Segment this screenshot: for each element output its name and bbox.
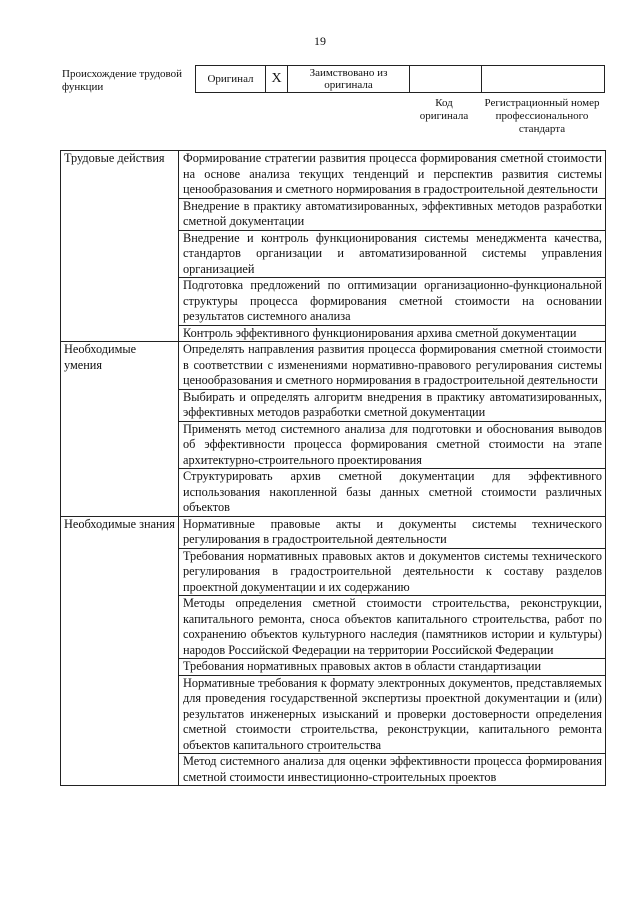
required-skills-item: Применять метод системного анализа для подготовки и обоснования выводов об эффективности процесса формирования сметной стоимости на этапе архитектурно-строительного проектирования: [179, 421, 606, 469]
page-number: 19: [314, 34, 326, 48]
required-knowledge-item: Метод системного анализа для оценки эффективности процесса формирования сметной стоимости инвестиционно-строительных проектов: [179, 754, 606, 786]
code-caption: Код оригинала: [419, 97, 469, 122]
required-knowledge-category: Необходимые знания: [61, 516, 179, 786]
labor-actions-item: Внедрение и контроль функционирования системы менеджмента качества, стандартов организации и автоматизированной системы управления организацией: [179, 230, 606, 278]
required-knowledge-item: Нормативные правовые акты и документы системы технического регулирования в градостроительной деятельности: [179, 516, 606, 548]
labor-function-table: [60, 150, 606, 786]
table-row: [61, 342, 606, 390]
original-cell: Оригинал: [196, 66, 266, 93]
borrowed-cell: Заимствовано из оригинала: [288, 66, 410, 93]
required-knowledge-item: Методы определения сметной стоимости строительства, реконструкции, капитального ремонта, сноса объектов капитального строительства, работ по сохранению объектов культурного наследия (памятников истории и культуры) народов Российской Федерации на территории Российской Федерации: [179, 596, 606, 659]
required-skills-category: Необходимые умения: [61, 342, 179, 517]
reg-number-cell: [482, 66, 605, 93]
table-row: [61, 516, 606, 548]
labor-actions-item: Контроль эффективного функционирования архива сметной документации: [179, 325, 606, 342]
required-skills-item: Структурировать архив сметной документации для эффективного использования накопленной базы данных сметной стоимости различных объектов: [179, 469, 606, 517]
required-knowledge-item: Требования нормативных правовых актов в области стандартизации: [179, 659, 606, 676]
labor-actions-category: Трудовые действия: [61, 151, 179, 342]
origin-table: [195, 65, 605, 93]
required-skills-item: Выбирать и определять алгоритм внедрения в практику автоматизированных, эффективных методов разработки сметной документации: [179, 389, 606, 421]
code-cell: [410, 66, 482, 93]
required-skills-item: Определять направления развития процесса формирования сметной стоимости в соответствии с изменениями нормативно-правового регулирования системы ценообразования и сметного нормирования в градостроительной деятельности: [179, 342, 606, 390]
original-mark: X: [266, 66, 288, 93]
labor-actions-item: Формирование стратегии развития процесса формирования сметной стоимости на основе анализа текущих тенденций и перспектив развития системы ценообразования и сметного нормирования в градостроительной деятельности: [179, 151, 606, 199]
required-knowledge-item: Нормативные требования к формату электронных документов, представляемых для проведения государственной экспертизы проектной документации и (или) результатов инженерных изысканий и проверки достоверности определения сметной стоимости строительства, реконструкции, капитального ремонта объектов капитального строительства: [179, 675, 606, 754]
reg-number-caption: Регистрационный номер профессионального стандарта: [484, 97, 600, 135]
origin-label: Происхождение трудовой функции: [62, 68, 183, 93]
table-row: [61, 151, 606, 199]
required-knowledge-item: Требования нормативных правовых актов и документов системы технического регулирования в градостроительной деятельности к составу разделов проектной документации и их содержанию: [179, 548, 606, 596]
labor-actions-item: Внедрение в практику автоматизированных, эффективных методов разработки сметной документации: [179, 198, 606, 230]
labor-actions-item: Подготовка предложений по оптимизации организационно-функциональной структуры процесса формирования сметной стоимости на основании результатов системного анализа: [179, 278, 606, 326]
